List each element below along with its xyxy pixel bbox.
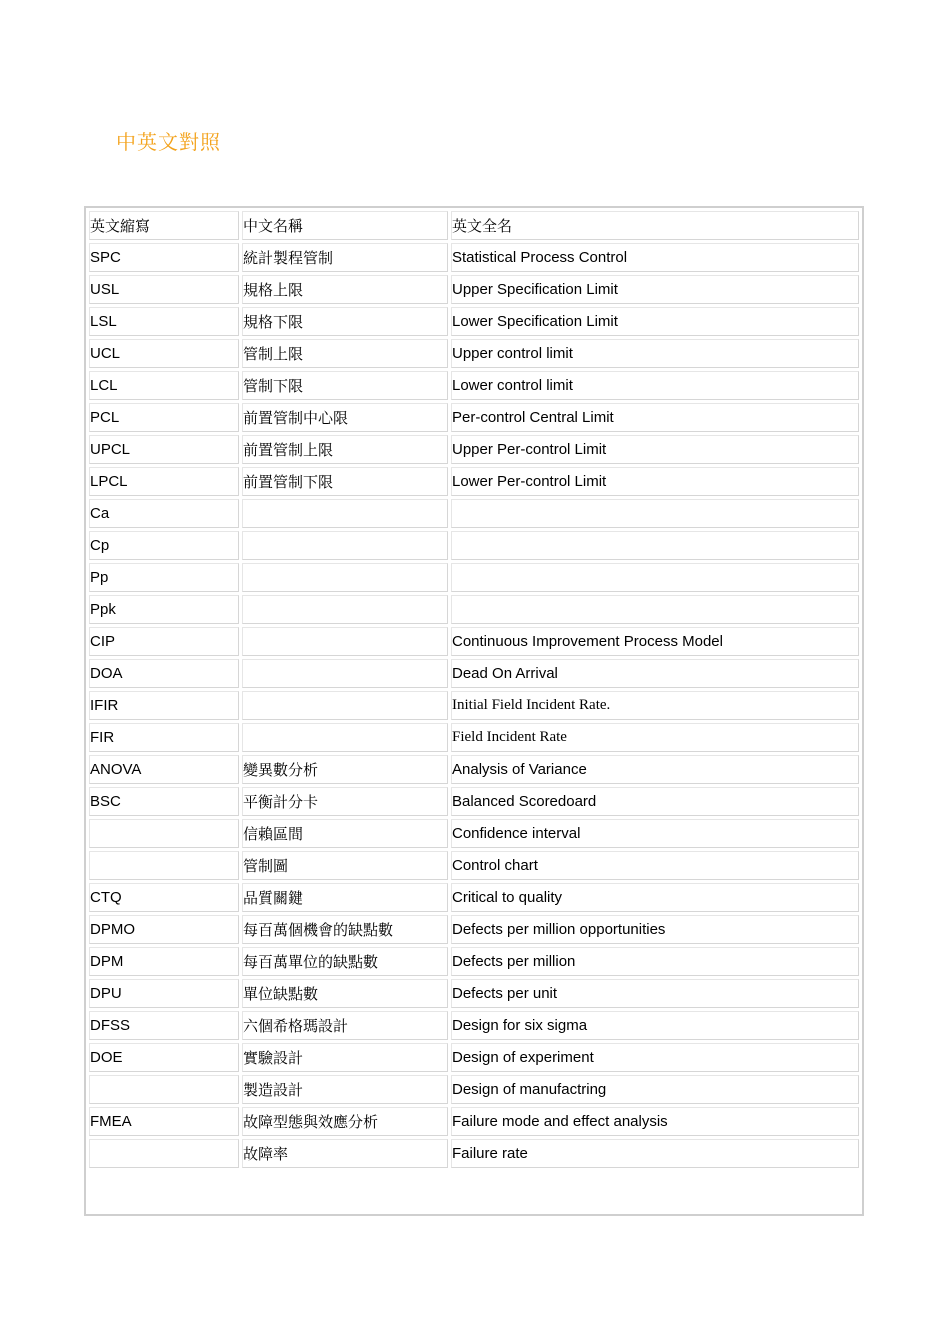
english-name-cell: Field Incident Rate bbox=[451, 723, 859, 752]
abbreviation-cell: DPM bbox=[89, 947, 239, 976]
table-row bbox=[89, 1075, 859, 1104]
abbreviation-cell: USL bbox=[89, 275, 239, 304]
abbreviation-cell: PCL bbox=[89, 403, 239, 432]
table-body bbox=[89, 243, 859, 1168]
english-name-cell: Upper Per-control Limit bbox=[451, 435, 859, 464]
table-row bbox=[89, 659, 859, 688]
header-english-name: 英文全名 bbox=[451, 211, 859, 240]
table-row bbox=[89, 307, 859, 336]
chinese-name-cell bbox=[242, 531, 448, 560]
english-name-cell: Per-control Central Limit bbox=[451, 403, 859, 432]
chinese-name-cell: 每百萬單位的缺點數 bbox=[242, 947, 448, 976]
english-name-cell: Analysis of Variance bbox=[451, 755, 859, 784]
glossary-table bbox=[86, 208, 862, 1171]
abbreviation-cell: CTQ bbox=[89, 883, 239, 912]
glossary-table-frame bbox=[84, 206, 864, 1216]
header-chinese-name: 中文名稱 bbox=[242, 211, 448, 240]
chinese-name-cell: 管制下限 bbox=[242, 371, 448, 400]
english-name-cell: Defects per million bbox=[451, 947, 859, 976]
english-name-cell: Lower Per-control Limit bbox=[451, 467, 859, 496]
chinese-name-cell: 故障率 bbox=[242, 1139, 448, 1168]
table-row bbox=[89, 339, 859, 368]
table-row bbox=[89, 1107, 859, 1136]
abbreviation-cell: Ppk bbox=[89, 595, 239, 624]
chinese-name-cell: 實驗設計 bbox=[242, 1043, 448, 1072]
english-name-cell: Failure mode and effect analysis bbox=[451, 1107, 859, 1136]
english-name-cell: Confidence interval bbox=[451, 819, 859, 848]
table-row bbox=[89, 915, 859, 944]
english-name-cell: Continuous Improvement Process Model bbox=[451, 627, 859, 656]
english-name-cell: Initial Field Incident Rate. bbox=[451, 691, 859, 720]
abbreviation-cell: DPMO bbox=[89, 915, 239, 944]
chinese-name-cell: 六個希格瑪設計 bbox=[242, 1011, 448, 1040]
table-row bbox=[89, 371, 859, 400]
english-name-cell: Defects per million opportunities bbox=[451, 915, 859, 944]
table-row bbox=[89, 851, 859, 880]
chinese-name-cell: 規格上限 bbox=[242, 275, 448, 304]
abbreviation-cell: Ca bbox=[89, 499, 239, 528]
table-row bbox=[89, 563, 859, 592]
english-name-cell: Lower control limit bbox=[451, 371, 859, 400]
table-row bbox=[89, 595, 859, 624]
table-row bbox=[89, 435, 859, 464]
chinese-name-cell bbox=[242, 723, 448, 752]
english-name-cell: Design for six sigma bbox=[451, 1011, 859, 1040]
english-name-cell: Failure rate bbox=[451, 1139, 859, 1168]
abbreviation-cell bbox=[89, 851, 239, 880]
chinese-name-cell: 單位缺點數 bbox=[242, 979, 448, 1008]
abbreviation-cell: Cp bbox=[89, 531, 239, 560]
table-row bbox=[89, 403, 859, 432]
abbreviation-cell: IFIR bbox=[89, 691, 239, 720]
table-row bbox=[89, 723, 859, 752]
abbreviation-cell: DOA bbox=[89, 659, 239, 688]
table-row bbox=[89, 1043, 859, 1072]
table-row bbox=[89, 947, 859, 976]
table-row bbox=[89, 1011, 859, 1040]
table-row bbox=[89, 691, 859, 720]
chinese-name-cell: 前置管制下限 bbox=[242, 467, 448, 496]
abbreviation-cell: UPCL bbox=[89, 435, 239, 464]
abbreviation-cell: CIP bbox=[89, 627, 239, 656]
chinese-name-cell: 每百萬個機會的缺點數 bbox=[242, 915, 448, 944]
abbreviation-cell: LSL bbox=[89, 307, 239, 336]
table-row bbox=[89, 787, 859, 816]
abbreviation-cell bbox=[89, 1139, 239, 1168]
chinese-name-cell: 變異數分析 bbox=[242, 755, 448, 784]
chinese-name-cell: 平衡計分卡 bbox=[242, 787, 448, 816]
abbreviation-cell: FIR bbox=[89, 723, 239, 752]
abbreviation-cell: ANOVA bbox=[89, 755, 239, 784]
abbreviation-cell: FMEA bbox=[89, 1107, 239, 1136]
table-row bbox=[89, 531, 859, 560]
table-row bbox=[89, 979, 859, 1008]
english-name-cell: Statistical Process Control bbox=[451, 243, 859, 272]
chinese-name-cell bbox=[242, 563, 448, 592]
chinese-name-cell: 前置管制中心限 bbox=[242, 403, 448, 432]
chinese-name-cell bbox=[242, 659, 448, 688]
chinese-name-cell: 統計製程管制 bbox=[242, 243, 448, 272]
english-name-cell: Lower Specification Limit bbox=[451, 307, 859, 336]
chinese-name-cell bbox=[242, 691, 448, 720]
table-row bbox=[89, 755, 859, 784]
page-title: 中英文對照 bbox=[116, 130, 221, 154]
table-row bbox=[89, 275, 859, 304]
table-row bbox=[89, 883, 859, 912]
english-name-cell: Upper control limit bbox=[451, 339, 859, 368]
english-name-cell bbox=[451, 595, 859, 624]
english-name-cell bbox=[451, 499, 859, 528]
english-name-cell: Control chart bbox=[451, 851, 859, 880]
abbreviation-cell: UCL bbox=[89, 339, 239, 368]
table-row bbox=[89, 819, 859, 848]
table-row bbox=[89, 1139, 859, 1168]
abbreviation-cell: LCL bbox=[89, 371, 239, 400]
english-name-cell: Defects per unit bbox=[451, 979, 859, 1008]
header-abbreviation: 英文縮寫 bbox=[89, 211, 239, 240]
english-name-cell bbox=[451, 563, 859, 592]
english-name-cell: Upper Specification Limit bbox=[451, 275, 859, 304]
table-row bbox=[89, 243, 859, 272]
chinese-name-cell bbox=[242, 627, 448, 656]
chinese-name-cell: 品質關鍵 bbox=[242, 883, 448, 912]
english-name-cell: Design of manufactring bbox=[451, 1075, 859, 1104]
abbreviation-cell: LPCL bbox=[89, 467, 239, 496]
table-header-row bbox=[89, 211, 859, 240]
chinese-name-cell: 製造設計 bbox=[242, 1075, 448, 1104]
table-row bbox=[89, 467, 859, 496]
table-row bbox=[89, 499, 859, 528]
abbreviation-cell: Pp bbox=[89, 563, 239, 592]
chinese-name-cell: 管制圖 bbox=[242, 851, 448, 880]
english-name-cell: Design of experiment bbox=[451, 1043, 859, 1072]
chinese-name-cell: 故障型態與效應分析 bbox=[242, 1107, 448, 1136]
english-name-cell: Balanced Scoredoard bbox=[451, 787, 859, 816]
abbreviation-cell bbox=[89, 1075, 239, 1104]
abbreviation-cell: DPU bbox=[89, 979, 239, 1008]
abbreviation-cell: DFSS bbox=[89, 1011, 239, 1040]
chinese-name-cell bbox=[242, 499, 448, 528]
chinese-name-cell: 信賴區間 bbox=[242, 819, 448, 848]
abbreviation-cell bbox=[89, 819, 239, 848]
chinese-name-cell bbox=[242, 595, 448, 624]
english-name-cell: Dead On Arrival bbox=[451, 659, 859, 688]
chinese-name-cell: 前置管制上限 bbox=[242, 435, 448, 464]
chinese-name-cell: 管制上限 bbox=[242, 339, 448, 368]
english-name-cell bbox=[451, 531, 859, 560]
abbreviation-cell: SPC bbox=[89, 243, 239, 272]
english-name-cell: Critical to quality bbox=[451, 883, 859, 912]
table-row bbox=[89, 627, 859, 656]
abbreviation-cell: DOE bbox=[89, 1043, 239, 1072]
chinese-name-cell: 規格下限 bbox=[242, 307, 448, 336]
abbreviation-cell: BSC bbox=[89, 787, 239, 816]
